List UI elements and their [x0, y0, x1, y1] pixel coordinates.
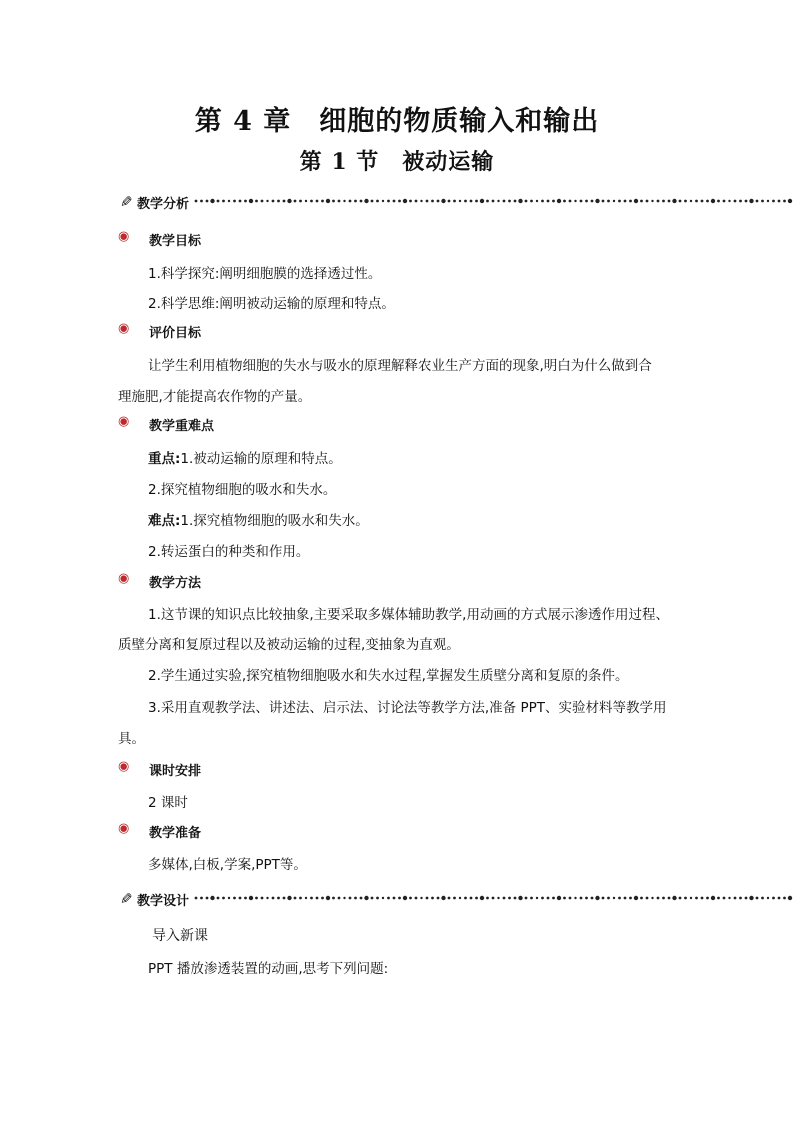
divider-dot [717, 897, 720, 900]
divider-dot [783, 897, 786, 900]
divider-dot [695, 200, 698, 203]
divider-dot [249, 896, 253, 900]
divider-dot [591, 897, 594, 900]
divider-dot [761, 200, 764, 203]
divider-dot [299, 200, 302, 203]
divider-dot [310, 897, 313, 900]
section-heading: 教学重难点 [149, 419, 215, 434]
divider-dot [651, 897, 653, 899]
divider-dot [431, 200, 434, 203]
intro-heading: 导入新课 [152, 928, 208, 944]
divider-dot [695, 897, 698, 900]
divider-dot [364, 896, 368, 900]
divider-dot [607, 200, 610, 203]
divider-dot [585, 897, 588, 900]
divider-dot [778, 897, 781, 900]
divider-dot [585, 200, 588, 203]
divider-dot [441, 199, 445, 203]
divider-dot [492, 897, 495, 900]
target-bullet-icon: ◉ [118, 229, 130, 244]
divider-dot [552, 897, 555, 900]
divider-dot [580, 200, 583, 203]
divider-dot [294, 897, 297, 900]
divider-dot [525, 897, 528, 900]
divider-dot [409, 200, 412, 203]
divider-dot [728, 897, 730, 899]
divider-dot [272, 200, 275, 203]
divider-dot [672, 199, 676, 203]
key-point-item: 2.探究植物细胞的吸水和失水。 [148, 482, 337, 498]
divider-dot [354, 897, 357, 900]
divider-dot [382, 897, 384, 899]
divider-dot [508, 200, 511, 203]
divider-dot [206, 200, 209, 203]
divider-dot [464, 200, 467, 203]
divider-dot [360, 200, 363, 203]
divider-dot [448, 897, 451, 900]
divider-dot [249, 199, 253, 203]
divider-dot [222, 200, 225, 203]
divider-dot [508, 897, 511, 900]
divider-dot [613, 200, 615, 202]
divider-dot [662, 897, 665, 900]
divider-dot [486, 200, 489, 203]
divider-dot [734, 897, 737, 900]
divider-dot [591, 200, 594, 203]
divider-dot [426, 200, 429, 203]
divider-dot [530, 200, 533, 203]
divider-dot [706, 897, 709, 900]
divider-dot [618, 200, 621, 203]
divider-dot [613, 897, 615, 899]
divider-dot [475, 897, 478, 900]
divider-dot [233, 200, 236, 203]
divider-dot [734, 200, 737, 203]
divider-dot [492, 200, 495, 203]
divider-dot [239, 897, 242, 900]
divider-dot [690, 897, 692, 899]
divider-dot [326, 199, 330, 203]
divider-dot [305, 897, 307, 899]
divider-dot [547, 897, 550, 900]
divider-dot [364, 199, 368, 203]
divider-dot [371, 897, 374, 900]
analysis-divider [120, 193, 680, 212]
pen-icon: ✎ [120, 890, 133, 908]
divider-dot [569, 200, 572, 203]
divider-dot [574, 200, 576, 202]
divider-dot [255, 200, 258, 203]
evaluation-text: 理施肥,才能提高农作物的产量。 [118, 389, 312, 405]
divider-dot [618, 897, 621, 900]
divider-dot [459, 897, 461, 899]
divider-dot [244, 897, 247, 900]
divider-dot [266, 200, 268, 202]
divider-dot [305, 200, 307, 202]
divider-dot [470, 200, 473, 203]
divider-dot [437, 897, 440, 900]
divider-dot [646, 897, 649, 900]
divider-dot [233, 897, 236, 900]
evaluation-text: 让学生利用植物细胞的失水与吸水的原理解释农业生产方面的现象,明白为什么做到合 [148, 358, 652, 374]
divider-dot [398, 200, 401, 203]
divider-dot [514, 897, 517, 900]
divider-dot [497, 897, 499, 899]
divider-dot [646, 200, 649, 203]
divider-dot [321, 897, 324, 900]
divider-dot [393, 897, 396, 900]
divider-dot [360, 897, 363, 900]
divider-dot [728, 200, 730, 202]
divider-dot [761, 897, 764, 900]
target-bullet-icon: ◉ [118, 571, 130, 586]
divider-dot [684, 897, 687, 900]
divider-dot [745, 200, 748, 203]
divider-dot [711, 896, 715, 900]
divider-dot [403, 896, 407, 900]
divider-dot [464, 897, 467, 900]
hard-label: 难点: [148, 513, 181, 529]
target-bullet-icon: ◉ [118, 821, 130, 836]
divider-dot [602, 897, 605, 900]
divider-dot [557, 199, 561, 203]
divider-dot [480, 896, 484, 900]
divider-dot [668, 200, 671, 203]
divider-dot [222, 897, 225, 900]
divider-dot [431, 897, 434, 900]
divider-dot [788, 199, 792, 203]
divider-dot [595, 199, 599, 203]
intro-text: PPT 播放渗透装置的动画,思考下列问题: [148, 961, 389, 977]
key-point-item [148, 447, 342, 467]
divider-dot [210, 199, 214, 203]
divider-dot [711, 199, 715, 203]
divider-dot [200, 897, 203, 900]
divider-dot [287, 896, 291, 900]
divider-dot [701, 897, 704, 900]
divider-dot [349, 897, 352, 900]
divider-dot [326, 896, 330, 900]
divider-dot [437, 200, 440, 203]
divider-dot [338, 200, 341, 203]
divider-dot [778, 200, 781, 203]
divider-dot [376, 200, 379, 203]
target-bullet-icon: ◉ [118, 321, 130, 336]
divider-dot [255, 897, 258, 900]
divider-dot [272, 897, 275, 900]
divider-dot [287, 199, 291, 203]
divider-dot [420, 200, 422, 202]
divider-dot [662, 200, 665, 203]
section-title: 第 1 节 被动运输 [299, 149, 495, 175]
divider-dot [376, 897, 379, 900]
divider-dot [634, 896, 638, 900]
divider-dot [441, 896, 445, 900]
divider-dot [195, 897, 198, 900]
method-text: 2.学生通过实验,探究植物细胞吸水和失水过程,掌握发生质壁分离和复原的条件。 [148, 668, 629, 684]
divider-dot [316, 897, 319, 900]
divider-dot [294, 200, 297, 203]
hard-text: 1.探究植物细胞的吸水和失水。 [180, 513, 369, 529]
divider-dot [277, 897, 280, 900]
divider-dot [706, 200, 709, 203]
divider-dot [459, 200, 461, 202]
divider-dot [332, 200, 335, 203]
divider-dot [343, 200, 345, 202]
divider-dot [536, 200, 538, 202]
section-heading: 课时安排 [149, 764, 202, 779]
divider-dot [470, 897, 473, 900]
divider-dot [574, 897, 576, 899]
divider-dot [563, 897, 566, 900]
divider-dot [448, 200, 451, 203]
divider-dot [756, 200, 759, 203]
divider-dot [541, 897, 544, 900]
divider-dot [420, 897, 422, 899]
divider-label: 教学设计 [137, 894, 190, 909]
divider-dot [409, 897, 412, 900]
divider-dot [228, 897, 230, 899]
divider-dot [629, 897, 632, 900]
divider-dot [541, 200, 544, 203]
divider-dot [679, 200, 682, 203]
hard-point-item: 2.转运蛋白的种类和作用。 [148, 544, 310, 560]
divider-dot [788, 896, 792, 900]
chapter-title: 第 4 章 细胞的物质输入和输出 [194, 106, 600, 137]
pen-icon: ✎ [120, 193, 133, 211]
divider-dot [518, 199, 522, 203]
divider-dot [518, 896, 522, 900]
target-bullet-icon: ◉ [118, 414, 130, 429]
divider-dot [266, 897, 268, 899]
divider-dot [480, 199, 484, 203]
divider-dot [277, 200, 280, 203]
schedule-text: 2 课时 [148, 795, 188, 811]
divider-dot [354, 200, 357, 203]
divider-dot [668, 897, 671, 900]
divider-dot [717, 200, 720, 203]
divider-dot [514, 200, 517, 203]
divider-dot [783, 200, 786, 203]
divider-dot [210, 896, 214, 900]
divider-dot [195, 200, 198, 203]
divider-dot [503, 200, 506, 203]
method-text: 具。 [118, 731, 145, 747]
divider-dot [602, 200, 605, 203]
divider-dot [767, 897, 769, 899]
divider-dot [536, 897, 538, 899]
divider-dot [415, 897, 418, 900]
divider-dot [453, 897, 456, 900]
divider-dot [557, 896, 561, 900]
divider-dot [624, 200, 627, 203]
divider-dot [672, 896, 676, 900]
divider-dot [321, 200, 324, 203]
dotted-rule [194, 892, 794, 904]
preparation-text: 多媒体,白板,学案,PPT等。 [148, 857, 307, 873]
divider-dot [749, 896, 753, 900]
divider-dot [767, 200, 769, 202]
divider-dot [657, 897, 660, 900]
divider-dot [595, 896, 599, 900]
divider-dot [679, 897, 682, 900]
divider-dot [244, 200, 247, 203]
divider-dot [426, 897, 429, 900]
divider-dot [749, 199, 753, 203]
divider-dot [739, 897, 742, 900]
divider-dot [525, 200, 528, 203]
divider-dot [310, 200, 313, 203]
divider-dot [634, 199, 638, 203]
divider-dot [552, 200, 555, 203]
divider-dot [393, 200, 396, 203]
divider-dot [486, 897, 489, 900]
goal-item: 2.科学思维:阐明被动运输的原理和特点。 [148, 296, 395, 312]
divider-dot [640, 897, 643, 900]
divider-dot [563, 200, 566, 203]
divider-dot [387, 200, 390, 203]
divider-dot [217, 200, 220, 203]
divider-dot [772, 897, 775, 900]
divider-label: 教学分析 [137, 197, 190, 212]
divider-dot [756, 897, 759, 900]
divider-dot [283, 897, 286, 900]
divider-dot [332, 897, 335, 900]
divider-dot [723, 200, 726, 203]
hard-point-item [148, 509, 369, 529]
divider-dot [387, 897, 390, 900]
divider-dot [453, 200, 456, 203]
section-heading: 评价目标 [149, 326, 202, 341]
divider-dot [382, 200, 384, 202]
divider-dot [580, 897, 583, 900]
section-heading: 教学目标 [149, 234, 202, 249]
divider-dot [316, 200, 319, 203]
method-text: 1.这节课的知识点比较抽象,主要采取多媒体辅助教学,用动画的方式展示渗透作用过程、 [148, 607, 669, 623]
divider-dot [239, 200, 242, 203]
divider-dot [745, 897, 748, 900]
divider-dot [657, 200, 660, 203]
divider-dot [228, 200, 230, 202]
divider-dot [723, 897, 726, 900]
divider-dot [739, 200, 742, 203]
dotted-rule [194, 195, 794, 207]
divider-dot [283, 200, 286, 203]
divider-dot [398, 897, 401, 900]
divider-dot [338, 897, 341, 900]
divider-dot [701, 200, 704, 203]
key-text: 1.被动运输的原理和特点。 [180, 451, 342, 467]
divider-dot [547, 200, 550, 203]
divider-dot [684, 200, 687, 203]
target-bullet-icon: ◉ [118, 759, 130, 774]
method-text: 3.采用直观教学法、讲述法、启示法、讨论法等教学方法,准备 PPT、实验材料等教学用 [148, 700, 667, 716]
divider-dot [261, 897, 264, 900]
design-divider [120, 890, 680, 909]
divider-dot [200, 200, 203, 203]
divider-dot [371, 200, 374, 203]
divider-dot [629, 200, 632, 203]
divider-dot [503, 897, 506, 900]
divider-dot [651, 200, 653, 202]
divider-dot [640, 200, 643, 203]
divider-dot [772, 200, 775, 203]
divider-dot [497, 200, 499, 202]
divider-dot [690, 200, 692, 202]
divider-dot [217, 897, 220, 900]
section-heading: 教学方法 [149, 576, 202, 591]
divider-dot [569, 897, 572, 900]
method-text: 质壁分离和复原过程以及被动运输的过程,变抽象为直观。 [118, 637, 460, 653]
divider-dot [607, 897, 610, 900]
goal-item: 1.科学探究:阐明细胞膜的选择透过性。 [148, 266, 382, 282]
divider-dot [206, 897, 209, 900]
divider-dot [415, 200, 418, 203]
divider-dot [475, 200, 478, 203]
section-heading: 教学准备 [149, 826, 202, 841]
divider-dot [299, 897, 302, 900]
divider-dot [343, 897, 345, 899]
divider-dot [530, 897, 533, 900]
divider-dot [349, 200, 352, 203]
divider-dot [624, 897, 627, 900]
divider-dot [403, 199, 407, 203]
divider-dot [261, 200, 264, 203]
key-label: 重点: [148, 451, 181, 467]
